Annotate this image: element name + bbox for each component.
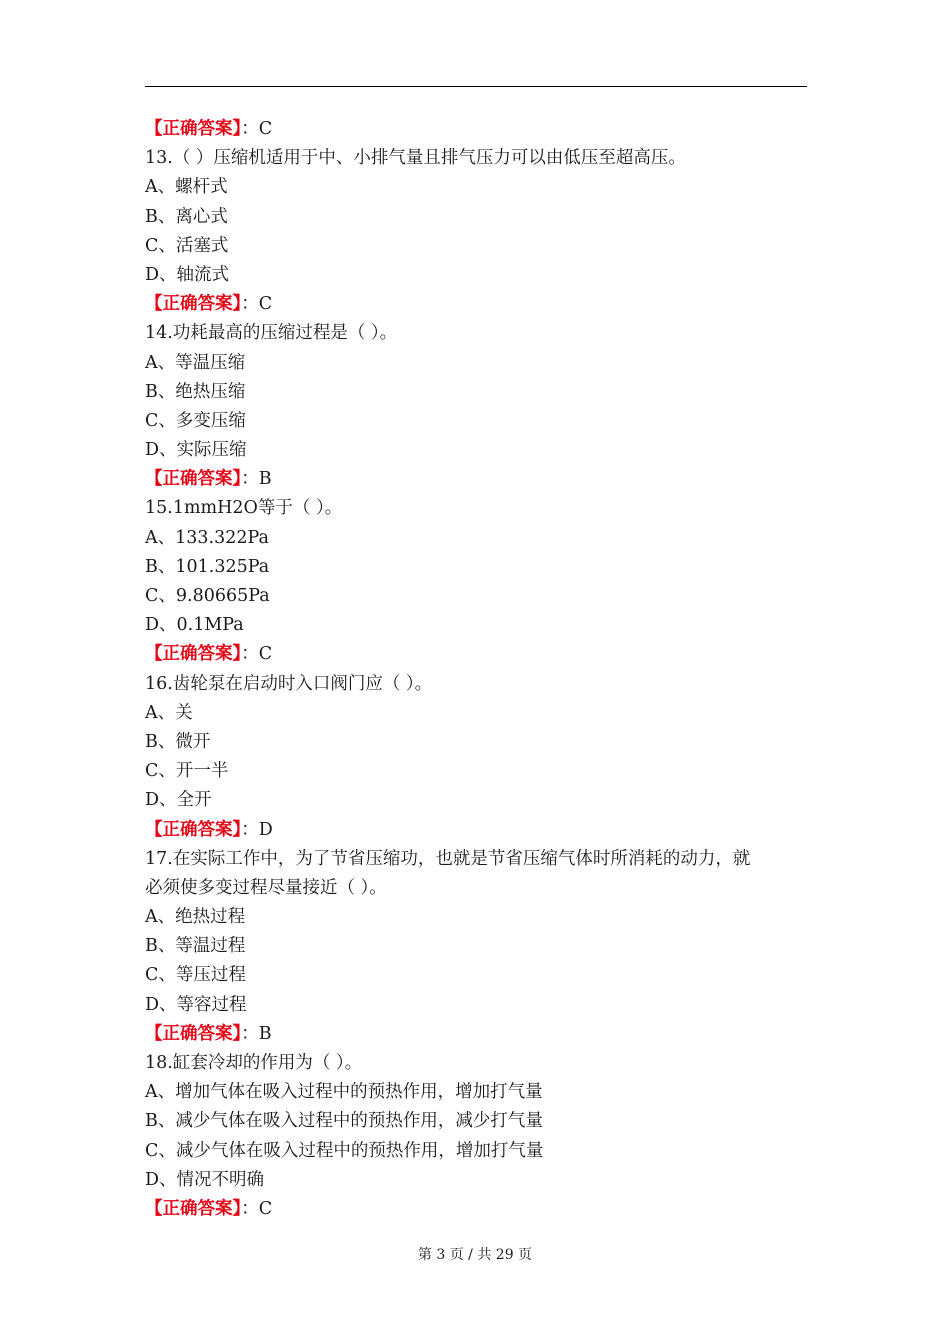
- answer-label: 【正确答案】: [145, 1198, 242, 1219]
- answer-separator: ：: [241, 644, 259, 665]
- answer-line: [145, 465, 810, 494]
- question-text: 15.1mmH2O等于（ ）。: [145, 498, 343, 519]
- answer-value: B: [258, 1023, 272, 1044]
- option-c: C、等压过程: [145, 965, 246, 986]
- answer-label: 【正确答案】: [145, 819, 242, 840]
- answer-line: [145, 1195, 810, 1224]
- question-list: [145, 115, 810, 1224]
- answer-value: C: [258, 119, 273, 139]
- answer-value: C: [258, 294, 273, 315]
- option-c: C、多变压缩: [145, 410, 246, 431]
- answer-line: [145, 115, 810, 144]
- answer-value: D: [258, 819, 273, 840]
- question-text-continued: 必须使多变过程尽量接近（ ）。: [145, 877, 387, 898]
- answer-value: B: [258, 469, 272, 490]
- answer-line: [145, 290, 810, 319]
- answer-separator: ：: [241, 819, 259, 840]
- option-b: B、离心式: [145, 206, 228, 227]
- answer-label: 【正确答案】: [145, 644, 242, 665]
- option-c: C、9.80665Pa: [145, 586, 270, 606]
- answer-line: [145, 816, 810, 845]
- answer-separator: ：: [241, 119, 259, 139]
- answer-line: [145, 1020, 810, 1049]
- answer-label: 【正确答案】: [145, 469, 242, 490]
- option-d: D、等容过程: [145, 994, 247, 1015]
- option-d: D、轴流式: [145, 264, 230, 285]
- option-b: B、减少气体在吸入过程中的预热作用，减少打气量: [145, 1111, 543, 1132]
- option-a: A、133.322Pa: [145, 527, 269, 548]
- option-d: D、全开: [145, 790, 212, 811]
- option-b: B、绝热压缩: [145, 381, 246, 402]
- answer-label: 【正确答案】: [145, 294, 242, 315]
- question-text: 13.（ ）压缩机适用于中、小排气量且排气压力可以由低压至超高压。: [145, 148, 686, 169]
- option-a: A、等温压缩: [145, 352, 246, 373]
- question-text: 18.缸套冷却的作用为（ ）。: [145, 1053, 363, 1073]
- option-c: C、减少气体在吸入过程中的预热作用，增加打气量: [145, 1140, 544, 1161]
- answer-label: 【正确答案】: [145, 119, 242, 139]
- option-a: A、绝热过程: [145, 907, 246, 928]
- option-d: D、情况不明确: [145, 1169, 265, 1190]
- answer-separator: ：: [241, 1023, 259, 1044]
- option-d: D、实际压缩: [145, 440, 247, 461]
- answer-separator: ：: [241, 294, 259, 315]
- answer-separator: ：: [241, 1198, 259, 1219]
- option-c: C、活塞式: [145, 235, 229, 256]
- option-b: B、101.325Pa: [145, 556, 270, 577]
- answer-value: C: [258, 644, 273, 665]
- option-a: A、增加气体在吸入过程中的预热作用，增加打气量: [145, 1082, 543, 1103]
- answer-label: 【正确答案】: [145, 1023, 242, 1044]
- option-d: D、0.1MPa: [145, 615, 244, 636]
- question-text: 16.齿轮泵在启动时入口阀门应（ ）。: [145, 673, 433, 694]
- page-footer: 第 3 页 / 共 29 页: [417, 1247, 533, 1263]
- answer-line: [145, 640, 810, 669]
- answer-value: C: [258, 1198, 273, 1219]
- option-a: A、螺杆式: [145, 177, 228, 198]
- answer-separator: ：: [241, 469, 259, 490]
- option-b: B、等温过程: [145, 936, 246, 957]
- option-a: A、关: [145, 702, 193, 723]
- option-c: C、开一半: [145, 761, 229, 782]
- question-text: 17.在实际工作中，为了节省压缩功，也就是节省压缩气体时所消耗的动力，就: [145, 848, 751, 869]
- question-text: 14.功耗最高的压缩过程是（ ）。: [145, 323, 398, 344]
- header-rule: [145, 86, 807, 87]
- option-b: B、微开: [145, 731, 211, 752]
